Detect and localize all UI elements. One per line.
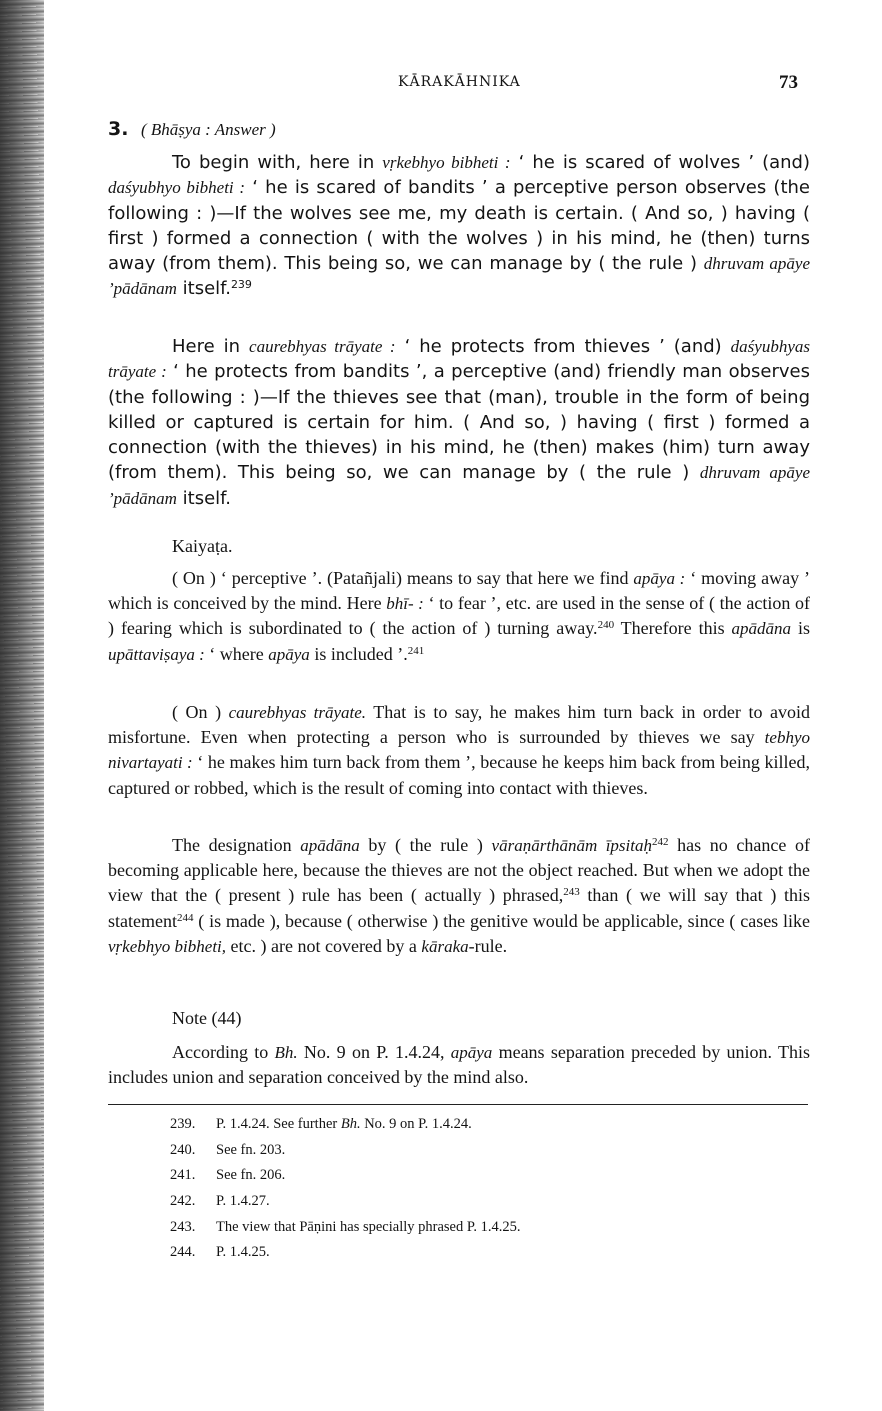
kaiyata-heading: Kaiyaṭa. [172,536,233,556]
footnote-ref: 244 [176,911,194,924]
footnote-ref: 243 [563,886,580,899]
footnote-240: 240. See fn. 203. [170,1142,286,1158]
running-title: KĀRAKĀHNIKA [398,74,521,90]
footnote-243: 243. The view that Pāṇini has specially phrased P. 1.4.25. [170,1219,521,1235]
kaiyata-paragraph-3: The designation apādāna by ( the rule ) vāraṇārthānām īpsitaḥ$^{242}$ has no chance of becoming applicable here, because the thieves are not the object reached. But when we adopt the view that the ( present ) rule has been ( actually ) phrased,$^{243}$ than ( we will say that ) this statement$^{244}$ ( is made ), because ( otherwise ) the genitive would be applicable, since ( cases like vṛkebhyo bibheti, etc. ) are not covered by a kāraka-rule. [108,835,810,956]
bhasya-paragraph-1: To begin with, here in vṛkebhyo bibheti : ‘ he is scared of wolves ’ (and) daśyubhyo bibheti : ‘ he is scared of bandits ’ a perceptive person observes (the following : )—If the wolves see me, my death is certain. ( And so, ) having ( first ) formed a connection ( with the wolves ) in his mind, he (then) turns away (from them). This being so, we can manage by ( the rule ) dhruvam apāye ’pādānam itself.$^{239}$ [108,152,810,300]
footnote-ref: 241 [407,644,425,657]
section-title: ( Bhāṣya : Answer ) [140,120,276,139]
footnote-241: 241. See fn. 206. [170,1167,286,1183]
section-number: 3. [108,118,129,140]
bhasya-paragraph-2: Here in caurebhyas trāyate : ‘ he protects from thieves ’ (and) daśyubhyas trāyate : ‘ he protects from bandits ’, a perceptive (and) friendly man observes (the following : )—If the thieves see that (man), trouble in the form of being killed or captured is certain for him. ( And so, ) having ( first ) formed a connection (with the thieves) in his mind, he (then) makes (him) turn away (from them). This being so, we can manage by ( the rule ) dhruvam apāye ’pādānam itself. [108,336,810,509]
scanned-page-edge [0,0,44,1411]
footnote-242: 242. P. 1.4.27. [170,1193,270,1209]
footnote-244: 244. P. 1.4.25. [170,1244,270,1260]
section-heading [108,118,810,140]
page-number: 73 [779,72,798,93]
kaiyata-paragraph-1: ( On ) ‘ perceptive ’. (Patañjali) means to say that here we find apāya : ‘ moving away ’ which is conceived by the mind. Here bhī- : ‘ to fear ’, etc. are used in the sense of ( the action of ) fearing which is subordinated to ( the action of ) turning away.$^{240}$ Therefore this apādāna is upāttaviṣaya : ‘ where apāya is included ’.$^{241}$ [108,568,811,664]
footnote-divider [108,1104,808,1105]
footnote-239: 239. P. 1.4.24. See further Bh. No. 9 on P. 1.4.24. [170,1116,472,1132]
running-header [108,74,810,96]
footnote-ref: 239 [230,278,252,292]
note-paragraph: According to Bh. No. 9 on P. 1.4.24, apāya means separation preceded by union. This includes union and separation conceived by the mind also. [108,1042,810,1088]
note-heading: Note (44) [172,1008,242,1028]
footnote-ref: 242 [652,836,669,848]
kaiyata-paragraph-2: ( On ) caurebhyas trāyate. That is to say, he makes him turn back in order to avoid misfortune. Even when protecting a person who is surrounded by thieves we say tebhyo nivartayati : ‘ he makes him turn back from them ’, because he keeps him back from being killed, captured or robbed, which is the result of coming into contact with thieves. [108,702,810,798]
footnote-ref: 240 [597,619,615,632]
